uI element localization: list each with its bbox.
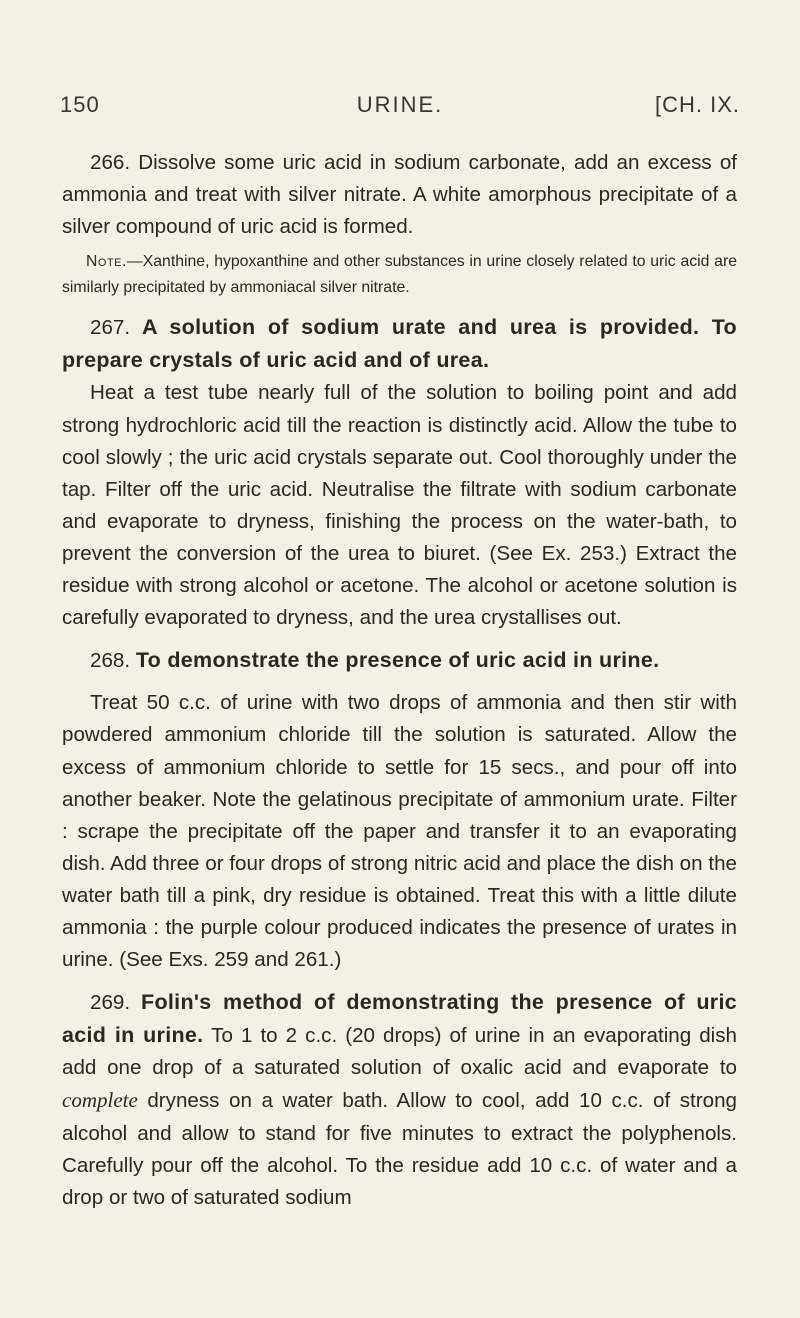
exercise-number: 269. bbox=[90, 991, 131, 1015]
note-lead: Note. bbox=[86, 253, 127, 271]
note bbox=[62, 249, 737, 301]
exercise-title: A solution of sodium urate and urea is provided. To prepare crystals of uric acid and of urea. bbox=[62, 315, 737, 373]
exercise-268-heading bbox=[62, 644, 737, 677]
page-number: 150 bbox=[60, 92, 100, 117]
exercise-266: 266. Dissolve some uric acid in sodium carbonate, add an excess of ammonia and treat with silver nitrate. A white amorphous precipitate of a silver compound of uric acid is formed. bbox=[62, 151, 737, 239]
chapter-label: [CH. IX. bbox=[654, 92, 740, 117]
running-title: URINE. bbox=[356, 92, 444, 117]
exercise-268-body: Treat 50 c.c. of urine with two drops of ammonia and then stir with powdered ammonium chloride till the solution is saturated. Allow the excess of ammonium chloride to settle for 15 secs., and pour off into another beaker. Note the gelatinous precipitate of ammonium urate. Filter : scrape the precipitate off the paper and transfer it to an evaporating dish. Add three or four drops of strong nitric acid and place the dish on the water bath till a pink, dry residue is obtained. Treat this with a little dilute ammonia : the purple colour produced indicates the presence of urates in urine. (See Exs. 259 and 261.) bbox=[62, 691, 737, 972]
exercise-number: 267. bbox=[90, 316, 131, 340]
exercise-text-cont: dryness on a water bath. Allow to cool, add 10 c.c. of strong alcohol and allow to stand for five minutes to extract the polyphenols. Carefully pour off the alcohol. To the residue add 10 c.c. of water and a drop or two of saturated sodium bbox=[62, 1089, 737, 1209]
exercise-text: To 1 to 2 c.c. (20 drops) of urine in an evaporating dish add one drop of a saturated solution of oxalic acid and evaporate to bbox=[62, 1024, 738, 1080]
exercise-title: To demonstrate the presence of uric acid in urine. bbox=[135, 648, 660, 673]
exercise-269 bbox=[62, 986, 737, 1214]
exercise-title: Folin's method of demonstrating the presence of uric acid in urine. bbox=[62, 990, 737, 1048]
exercise-267-heading bbox=[62, 311, 737, 377]
body-text bbox=[62, 147, 737, 1214]
running-head bbox=[60, 92, 740, 128]
exercise-267-body: Heat a test tube nearly full of the solution to boiling point and add strong hydrochloric acid till the reaction is distinctly acid. Allow the tube to cool slowly ; the uric acid crystals separate out. Cool thoroughly under the tap. Filter off the uric acid. Neutralise the filtrate with sodium carbonate and evaporate to dryness, finishing the process on the water-bath, to prevent the conversion of the urea to biuret. (See Ex. 253.) Extract the residue with strong alcohol or acetone. The alcohol or acetone solution is carefully evaporated to dryness, and the urea crystallises out. bbox=[62, 381, 737, 630]
exercise-number: 268. bbox=[90, 649, 131, 673]
emphasis: complete bbox=[62, 1088, 138, 1113]
note-text: —Xanthine, hypoxanthine and other substances in urine closely related to uric acid are similarly precipitated by ammoniacal silver nitrate. bbox=[62, 253, 737, 297]
